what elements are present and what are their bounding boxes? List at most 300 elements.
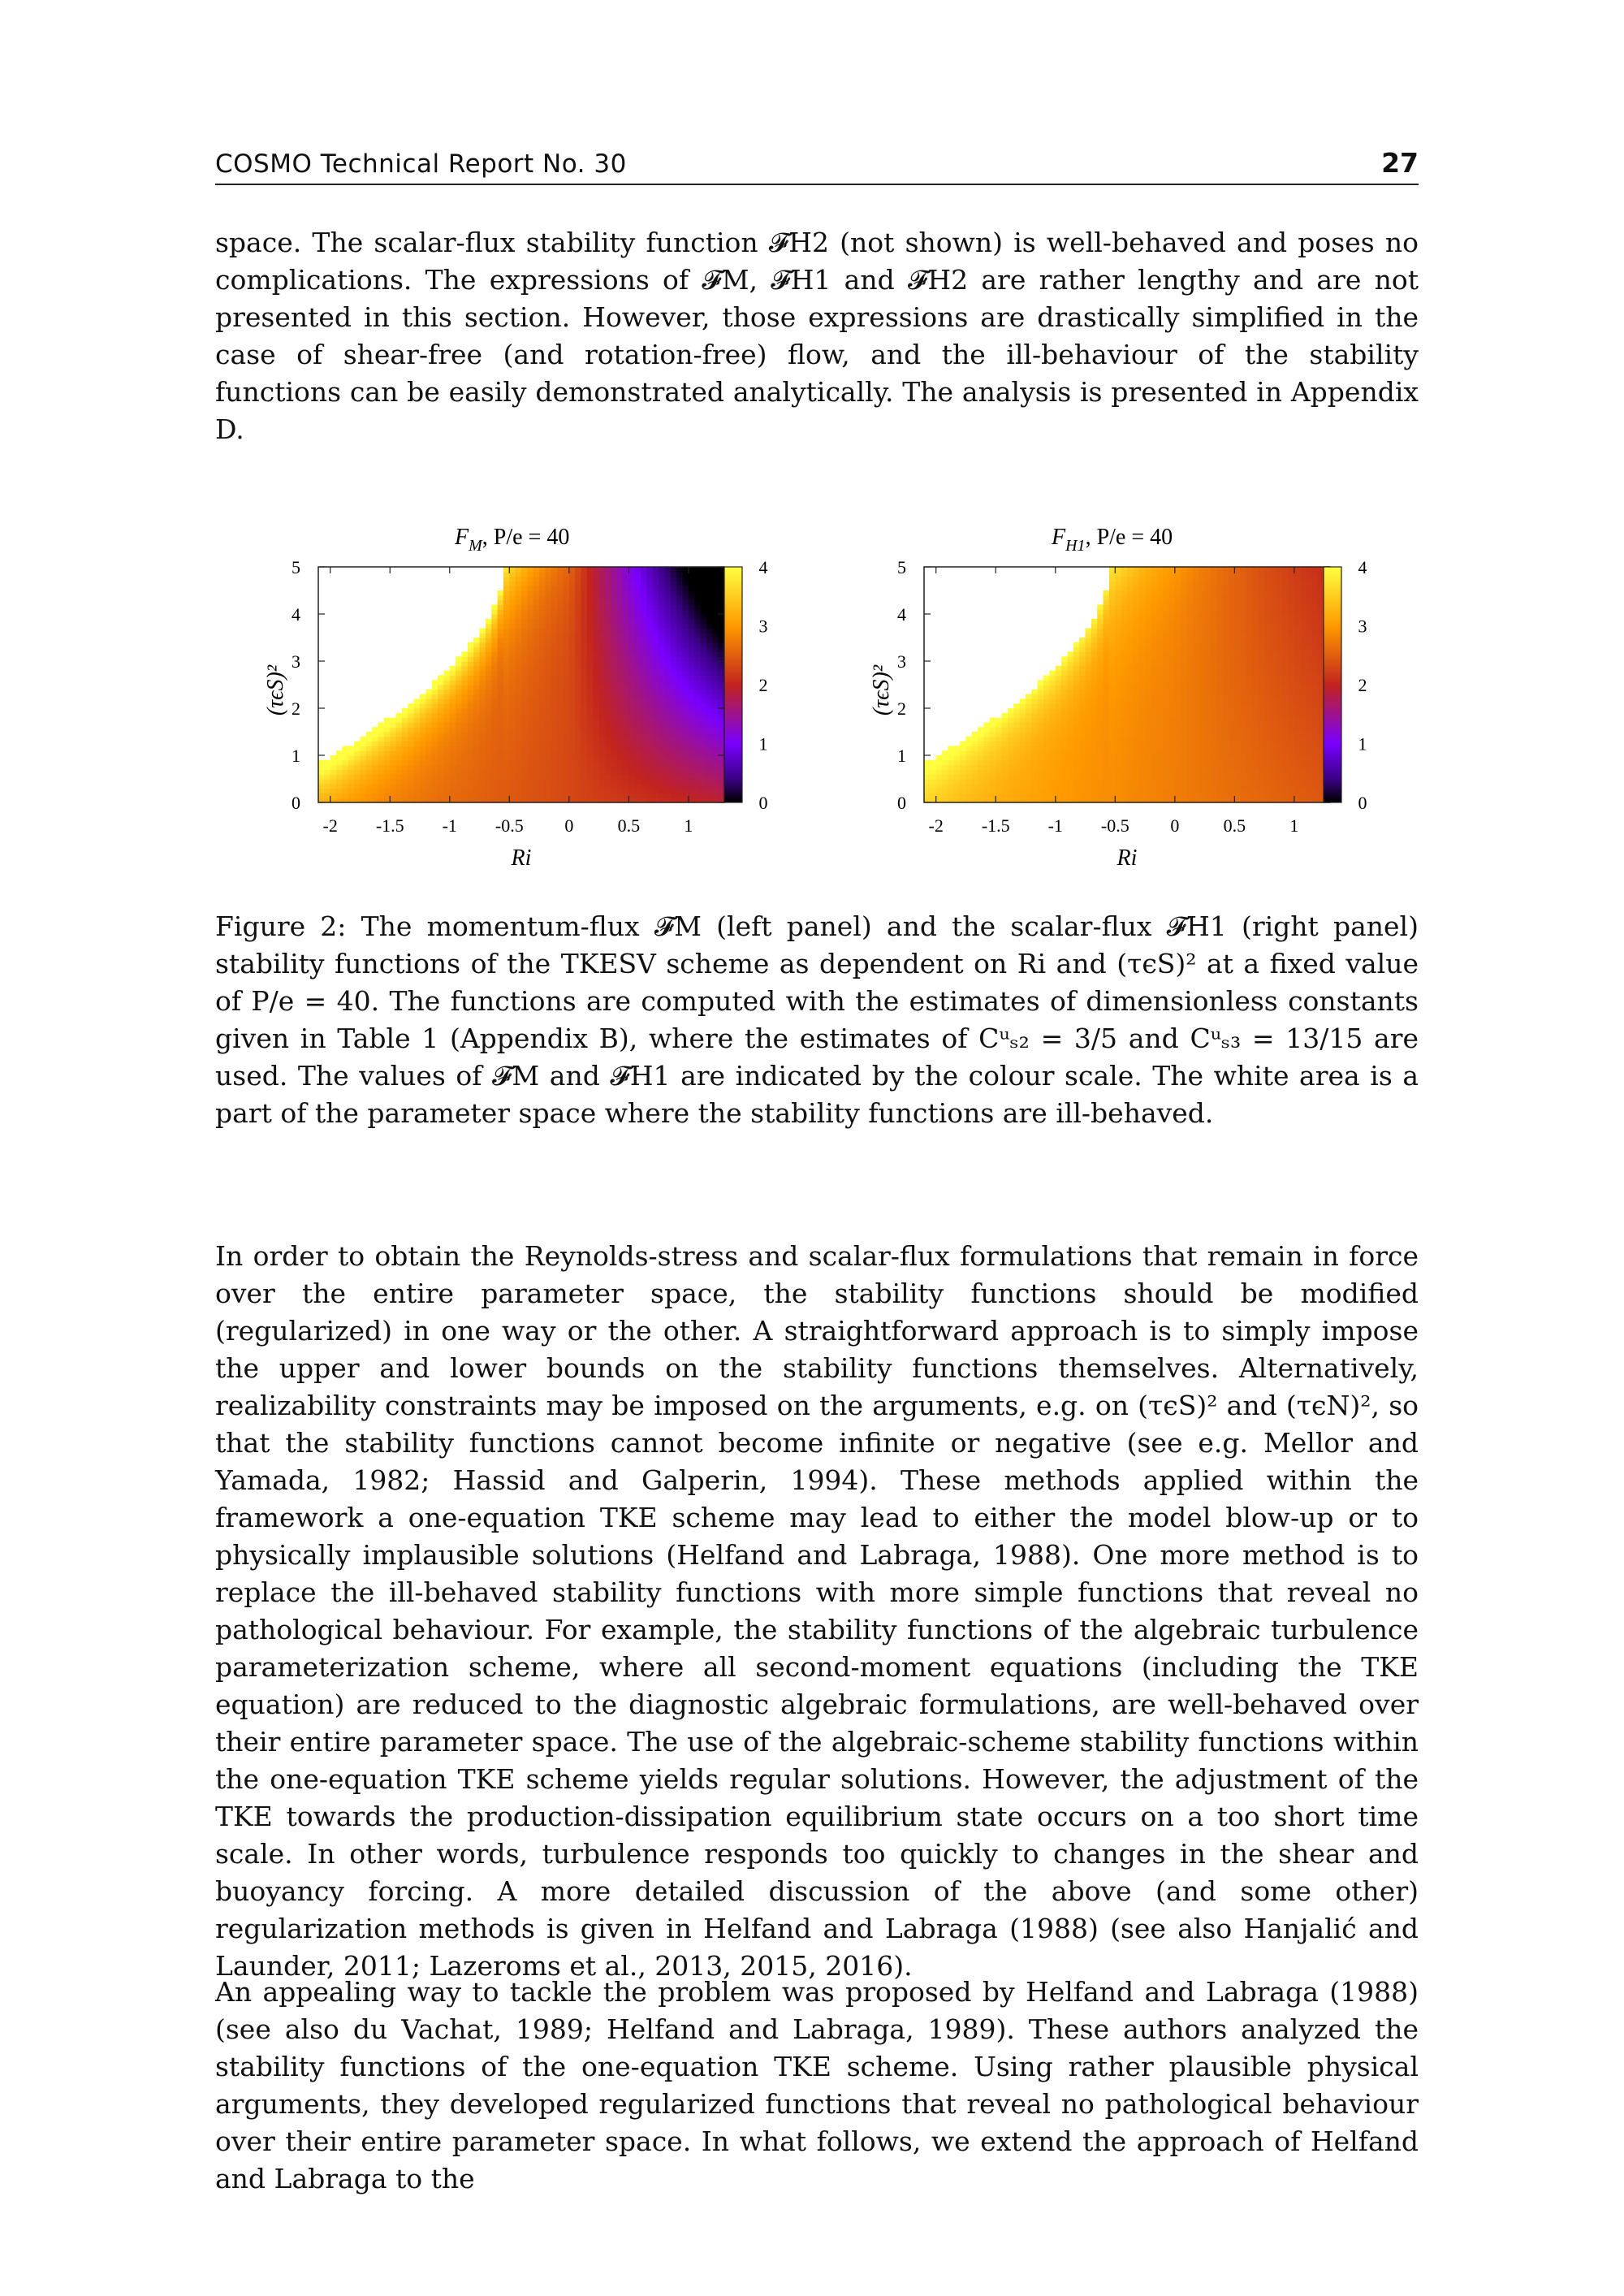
heatmap-cell [1276, 577, 1283, 582]
heatmap-cell [683, 694, 689, 699]
heatmap-cell [533, 732, 540, 737]
heatmap-cell [551, 671, 558, 676]
heatmap-cell [671, 577, 677, 582]
heatmap-cell [1205, 604, 1212, 609]
heatmap-cell [1223, 727, 1229, 732]
heatmap-cell [456, 784, 462, 789]
heatmap-cell [468, 769, 474, 774]
heatmap-cell [617, 600, 624, 605]
heatmap-cell [593, 789, 599, 793]
heatmap-cell [694, 628, 701, 633]
heatmap-cell [1241, 604, 1247, 609]
heatmap-cell [348, 793, 355, 798]
heatmap-cell [432, 765, 438, 770]
heatmap-cell [1049, 765, 1056, 770]
heatmap-cell [581, 737, 588, 742]
heatmap-cell [443, 769, 450, 774]
heatmap-cell [1252, 604, 1259, 609]
heatmap-cell [533, 722, 540, 727]
heatmap-cell [659, 727, 665, 732]
heatmap-cell [461, 685, 468, 690]
heatmap-cell [653, 755, 659, 760]
heatmap-cell [984, 793, 991, 798]
heatmap-cell [712, 647, 719, 652]
heatmap-cell [593, 694, 599, 699]
heatmap-cell [1270, 680, 1276, 685]
heatmap-cell [1294, 694, 1301, 699]
heatmap-cell [1163, 760, 1169, 765]
heatmap-cell [408, 750, 414, 755]
heatmap-cell [1127, 680, 1134, 685]
heatmap-cell [557, 774, 564, 779]
heatmap-cell [676, 586, 683, 590]
heatmap-cell [1223, 732, 1229, 737]
heatmap-cell [671, 661, 677, 666]
heatmap-cell [1097, 614, 1104, 619]
heatmap-cell [701, 685, 707, 690]
heatmap-cell [473, 666, 480, 671]
heatmap-cell [1061, 680, 1068, 685]
heatmap-cell [1270, 690, 1276, 694]
heatmap-cell [605, 722, 611, 727]
heatmap-cell [664, 656, 671, 661]
heatmap-cell [1056, 727, 1062, 732]
heatmap-cell [569, 784, 576, 789]
heatmap-cell [1205, 614, 1212, 619]
heatmap-cell [539, 661, 546, 666]
heatmap-cell [551, 784, 558, 789]
heatmap-cell [1097, 732, 1104, 737]
heatmap-cell [1181, 600, 1187, 605]
heatmap-cell [1205, 690, 1212, 694]
heatmap-cell [1079, 647, 1086, 652]
heatmap-cell [1127, 577, 1134, 582]
heatmap-cell [575, 690, 581, 694]
heatmap-cell [659, 694, 665, 699]
heatmap-cell [1168, 586, 1175, 590]
heatmap-cell [605, 718, 611, 723]
heatmap-cell [581, 769, 588, 774]
heatmap-cell [611, 642, 617, 647]
heatmap-cell [1234, 675, 1241, 680]
heatmap-cell [420, 784, 426, 789]
heatmap-cell [1086, 789, 1092, 793]
heatmap-cell [545, 604, 551, 609]
heatmap-cell [990, 718, 996, 723]
heatmap-cell [587, 633, 594, 638]
heatmap-cell [1241, 680, 1247, 685]
heatmap-cell [396, 793, 403, 798]
heatmap-cell [628, 633, 635, 638]
heatmap-cell [1264, 737, 1271, 742]
heatmap-cell [581, 746, 588, 750]
heatmap-cell [1168, 698, 1175, 703]
heatmap-cell [1026, 793, 1032, 798]
heatmap-cell [575, 685, 581, 690]
heatmap-cell [1061, 784, 1068, 789]
heatmap-cell [1229, 774, 1235, 779]
heatmap-cell [1289, 737, 1295, 742]
heatmap-cell [360, 760, 366, 765]
heatmap-cell [1211, 675, 1217, 680]
heatmap-cell [557, 694, 564, 699]
heatmap-cell [486, 746, 492, 750]
heatmap-cell [468, 651, 474, 656]
heatmap-cell [683, 628, 689, 633]
heatmap-cell [628, 600, 635, 605]
heatmap-cell [1270, 718, 1276, 723]
heatmap-cell [533, 624, 540, 629]
heatmap-cell [1121, 577, 1128, 582]
heatmap-cell [611, 685, 617, 690]
heatmap-cell [1002, 742, 1009, 746]
heatmap-cell [1241, 765, 1247, 770]
heatmap-cell [1121, 732, 1128, 737]
heatmap-cell [1133, 774, 1139, 779]
heatmap-cell [1067, 793, 1073, 798]
heatmap-cell [456, 656, 462, 661]
heatmap-cell [1259, 586, 1265, 590]
heatmap-cell [689, 671, 695, 676]
heatmap-cell [456, 690, 462, 694]
heatmap-cell [1300, 722, 1307, 727]
heatmap-cell [539, 793, 546, 798]
heatmap-cell [1061, 727, 1068, 732]
heatmap-cell [623, 708, 629, 713]
heatmap-cell [533, 694, 540, 699]
heatmap-cell [617, 590, 624, 595]
heatmap-cell [1008, 722, 1014, 727]
heatmap-cell [689, 755, 695, 760]
paragraph-1: space. The scalar-flux stability function 𝓕H2 (not shown) is well-behaved and poses no complications. The expressions of 𝓕M, 𝓕H1 and 𝓕H2 are rather lengthy and are not presented in this section. However, those expressions are drastically simplified in the case of shear-free (and rotation-free) flow, and the ill-behaviour of the stability functions can be easily demonstrated analytically. The analysis is presented in Appendix D. [215, 227, 1419, 445]
heatmap-cell [563, 666, 569, 671]
heatmap-cell [1168, 685, 1175, 690]
heatmap-cell [1289, 727, 1295, 732]
heatmap-cell [1056, 675, 1062, 680]
heatmap-cell [996, 727, 1002, 732]
heatmap-cell [587, 732, 594, 737]
heatmap-cell [1282, 708, 1289, 713]
heatmap-cell [593, 647, 599, 652]
heatmap-cell [653, 769, 659, 774]
heatmap-cell [664, 779, 671, 784]
heatmap-cell [628, 698, 635, 703]
heatmap-cell [551, 765, 558, 770]
heatmap-cell [694, 595, 701, 600]
heatmap-cell [581, 671, 588, 676]
heatmap-cell [1234, 572, 1241, 577]
heatmap-cell [509, 727, 516, 732]
heatmap-cell [1229, 638, 1235, 642]
heatmap-cell [593, 567, 599, 572]
heatmap-cell [516, 694, 522, 699]
heatmap-cell [611, 722, 617, 727]
heatmap-cell [372, 727, 378, 732]
heatmap-cell [1276, 765, 1283, 770]
heatmap-cell [653, 628, 659, 633]
heatmap-cell [653, 567, 659, 572]
heatmap-cell [1061, 685, 1068, 690]
heatmap-cell [1294, 638, 1301, 642]
heatmap-cell [378, 727, 385, 732]
heatmap-cell [336, 760, 343, 765]
heatmap-cell [1259, 624, 1265, 629]
heatmap-cell [1091, 760, 1098, 765]
heatmap-cell [1139, 694, 1146, 699]
heatmap-cell [1139, 732, 1146, 737]
heatmap-cell [1234, 666, 1241, 671]
heatmap-cell [646, 774, 653, 779]
heatmap-cell [1139, 572, 1146, 577]
heatmap-cell [1300, 590, 1307, 595]
heatmap-cell [990, 750, 996, 755]
heatmap-cell [653, 647, 659, 652]
heatmap-cell [683, 600, 689, 605]
heatmap-cell [551, 572, 558, 577]
heatmap-cell [527, 619, 533, 624]
heatmap-cell [1097, 737, 1104, 742]
heatmap-cell [1157, 718, 1164, 723]
heatmap-cell [1205, 685, 1212, 690]
heatmap-cell [557, 609, 564, 614]
heatmap-cell [1168, 690, 1175, 694]
heatmap-cell [659, 675, 665, 680]
heatmap-cell [1289, 765, 1295, 770]
heatmap-cell [1205, 765, 1212, 770]
heatmap-cell [936, 793, 943, 798]
heatmap-cell [1276, 742, 1283, 746]
heatmap-cell [676, 784, 683, 789]
heatmap-cell [587, 651, 594, 656]
heatmap-cell [498, 755, 504, 760]
heatmap-cell [1038, 718, 1044, 723]
heatmap-cell [1109, 746, 1116, 750]
heatmap-cell [1282, 793, 1289, 798]
heatmap-cell [1043, 784, 1050, 789]
heatmap-cell [1270, 651, 1276, 656]
heatmap-cell [533, 628, 540, 633]
heatmap-cell [1259, 746, 1265, 750]
heatmap-cell [1300, 642, 1307, 647]
heatmap-cell [694, 572, 701, 577]
heatmap-cell [1223, 703, 1229, 708]
heatmap-cell [689, 685, 695, 690]
heatmap-cell [1246, 742, 1253, 746]
heatmap-cell [1145, 769, 1151, 774]
heatmap-cell [1139, 722, 1146, 727]
heatmap-cell [706, 651, 713, 656]
heatmap-cell [1002, 793, 1009, 798]
heatmap-cell [569, 779, 576, 784]
heatmap-cell [587, 737, 594, 742]
heatmap-cell [1175, 633, 1181, 638]
heatmap-cell [641, 638, 647, 642]
heatmap-cell [1199, 595, 1205, 600]
heatmap-cell [1223, 779, 1229, 784]
heatmap-cell [1216, 698, 1223, 703]
heatmap-cell [527, 760, 533, 765]
heatmap-cell [1234, 722, 1241, 727]
heatmap-cell [509, 666, 516, 671]
heatmap-cell [706, 760, 713, 765]
heatmap-cell [551, 590, 558, 595]
heatmap-cell [1151, 755, 1157, 760]
heatmap-cell [1151, 666, 1157, 671]
heatmap-cell [1294, 633, 1301, 638]
heatmap-cell [509, 685, 516, 690]
heatmap-cell [503, 604, 510, 609]
heatmap-cell [509, 755, 516, 760]
heatmap-cell [438, 675, 444, 680]
heatmap-cell [414, 703, 421, 708]
heatmap-cell [509, 760, 516, 765]
heatmap-cell [432, 779, 438, 784]
heatmap-cell [1241, 718, 1247, 723]
heatmap-cell [706, 703, 713, 708]
heatmap-cell [438, 708, 444, 713]
heatmap-cell [1121, 680, 1128, 685]
heatmap-cell [1163, 703, 1169, 708]
heatmap-cell [1216, 750, 1223, 755]
heatmap-cell [1163, 698, 1169, 703]
heatmap-cell [1020, 737, 1026, 742]
heatmap-cell [563, 708, 569, 713]
heatmap-cell [1056, 742, 1062, 746]
heatmap-cell [1038, 694, 1044, 699]
heatmap-cell [1097, 746, 1104, 750]
heatmap-cell [545, 708, 551, 713]
heatmap-cell [664, 732, 671, 737]
heatmap-cell [569, 656, 576, 661]
heatmap-cell [1026, 722, 1032, 727]
heatmap-cell [599, 671, 606, 676]
heatmap-cell [671, 656, 677, 661]
heatmap-cell [1151, 572, 1157, 577]
heatmap-cell [521, 656, 528, 661]
heatmap-cell [509, 572, 516, 577]
heatmap-cell [581, 789, 588, 793]
heatmap-cell [486, 708, 492, 713]
heatmap-cell [1026, 727, 1032, 732]
heatmap-cell [689, 675, 695, 680]
heatmap-cell [948, 774, 954, 779]
heatmap-cell [521, 732, 528, 737]
heatmap-cell [378, 732, 385, 737]
heatmap-cell [641, 789, 647, 793]
heatmap-cell [1199, 690, 1205, 694]
heatmap-cell [1073, 690, 1080, 694]
heatmap-cell [503, 577, 510, 582]
heatmap-cell [348, 750, 355, 755]
heatmap-cell [641, 651, 647, 656]
heatmap-cell [712, 595, 719, 600]
heatmap-cell [924, 774, 931, 779]
heatmap-cell [1139, 718, 1146, 723]
heatmap-cell [1168, 746, 1175, 750]
heatmap-cell [438, 718, 444, 723]
heatmap-cell [557, 628, 564, 633]
heatmap-cell [551, 732, 558, 737]
heatmap-cell [628, 628, 635, 633]
heatmap-cell [689, 600, 695, 605]
heatmap-cell [581, 572, 588, 577]
heatmap-cell [1145, 742, 1151, 746]
heatmap-cell [1109, 779, 1116, 784]
heatmap-cell [689, 742, 695, 746]
heatmap-cell [456, 661, 462, 666]
heatmap-cell [521, 661, 528, 666]
heatmap-cell [635, 680, 641, 685]
panel-fh1-xlabel: Ri [1116, 845, 1138, 871]
heatmap-cell [689, 590, 695, 595]
heatmap-cell [1259, 779, 1265, 784]
heatmap-cell [1121, 765, 1128, 770]
heatmap-cell [689, 713, 695, 718]
heatmap-cell [635, 718, 641, 723]
heatmap-cell [676, 713, 683, 718]
heatmap-cell [516, 624, 522, 629]
heatmap-cell [1038, 737, 1044, 742]
heatmap-cell [960, 765, 966, 770]
heatmap-cell [1121, 624, 1128, 629]
heatmap-cell [503, 760, 510, 765]
heatmap-cell [1193, 647, 1199, 652]
heatmap-cell [443, 737, 450, 742]
heatmap-cell [1216, 769, 1223, 774]
heatmap-cell [516, 671, 522, 676]
heatmap-cell [1193, 732, 1199, 737]
heatmap-cell [1282, 737, 1289, 742]
heatmap-cell [701, 732, 707, 737]
heatmap-cell [1282, 604, 1289, 609]
heatmap-cell [486, 624, 492, 629]
heatmap-cell [1097, 666, 1104, 671]
heatmap-cell [1104, 638, 1110, 642]
heatmap-cell [1294, 590, 1301, 595]
heatmap-cell [1205, 774, 1212, 779]
heatmap-cell [1043, 675, 1050, 680]
heatmap-cell [623, 600, 629, 605]
heatmap-cell [1026, 774, 1032, 779]
heatmap-cell [563, 577, 569, 582]
heatmap-cell [1038, 690, 1044, 694]
heatmap-cell [318, 789, 325, 793]
heatmap-cell [635, 765, 641, 770]
heatmap-cell [1175, 628, 1181, 633]
heatmap-cell [635, 614, 641, 619]
heatmap-cell [1276, 793, 1283, 798]
heatmap-cell [1145, 722, 1151, 727]
heatmap-cell [1282, 624, 1289, 629]
heatmap-cell [450, 755, 456, 760]
heatmap-cell [516, 661, 522, 666]
heatmap-cell [1216, 793, 1223, 798]
heatmap-cell [533, 774, 540, 779]
heatmap-cell [1151, 727, 1157, 732]
heatmap-cell [587, 577, 594, 582]
heatmap-cell [1282, 742, 1289, 746]
heatmap-cell [1163, 609, 1169, 614]
heatmap-cell [461, 675, 468, 680]
heatmap-cell [1199, 779, 1205, 784]
heatmap-cell [443, 698, 450, 703]
heatmap-cell [599, 746, 606, 750]
heatmap-cell [1104, 789, 1110, 793]
heatmap-cell [539, 703, 546, 708]
heatmap-cell [706, 779, 713, 784]
heatmap-cell [1056, 694, 1062, 699]
heatmap-cell [628, 675, 635, 680]
